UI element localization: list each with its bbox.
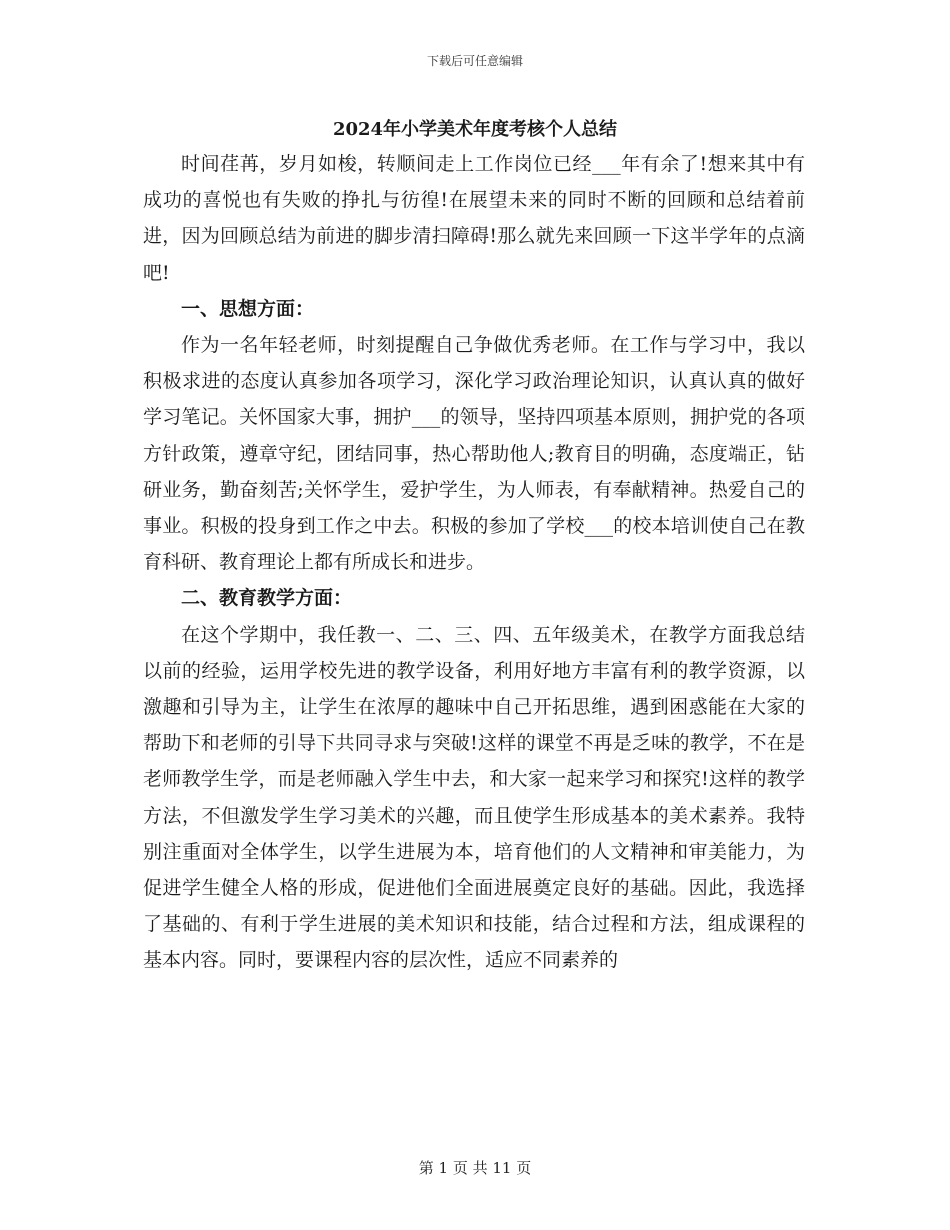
document-title: 2024年小学美术年度考核个人总结 (332, 119, 618, 140)
section-heading-thought: 一、思想方面： (181, 297, 315, 320)
intro-paragraph: 时间荏苒，岁月如梭，转顺间走上工作岗位已经___年有余了!想来其中有成功的喜悦也有失败的挣扎与彷徨!在展望未来的同时不断的回顾和总结着前进，因为回顾总结为前进的脚步清扫障碍!那么就先来回顾一下这半学年的点滴吧! (143, 153, 805, 284)
page-header: 下载后可任意编辑 (426, 54, 523, 68)
teaching-paragraph: 在这个学期中，我任教一、二、三、四、五年级美术，在教学方面我总结以前的经验，运用学校先进的教学设备，利用好地方丰富有利的教学资源，以激趣和引导为主，让学生在浓厚的趣味中自己开拓思维，遇到困惑能在大家的帮助下和老师的引导下共同寻求与突破!这样的课堂不再是乏味的教学，不在是老师教学生学，而是老师融入学生中去，和大家一起来学习和探究!这样的教学方法，不但激发学生学习美术的兴趣，而且使学生形成基本的美术素养。我特别注重面对全体学生，以学生进展为本，培育他们的人文精神和审美能力，为促进学生健全人格的形成，促进他们全面进展奠定良好的基础。因此，我选择了基础的、有利于学生进展的美术知识和技能，结合过程和方法，组成课程的基本内容。同时，要课程内容的层次性，适应不同素养的 (143, 623, 805, 972)
section-heading-teaching: 二、教育教学方面： (181, 587, 353, 610)
thought-paragraph: 作为一名年轻老师，时刻提醒自己争做优秀老师。在工作与学习中，我以积极求进的态度认真参加各项学习，深化学习政治理论知识，认真认真的做好学习笔记。关怀国家大事，拥护___的领导，坚持四项基本原则，拥护党的各项方针政策，遵章守纪，团结同事，热心帮助他人;教育目的明确，态度端正，钻研业务，勤奋刻苦;关怀学生，爱护学生，为人师表，有奉献精神。热爱自己的事业。积极的投身到工作之中去。积极的参加了学校___的校本培训使自己在教育科研、教育理论上都有所成长和进步。 (143, 334, 805, 574)
document-body (143, 146, 805, 979)
page-footer: 第 1 页 共 11 页 (418, 1159, 532, 1177)
